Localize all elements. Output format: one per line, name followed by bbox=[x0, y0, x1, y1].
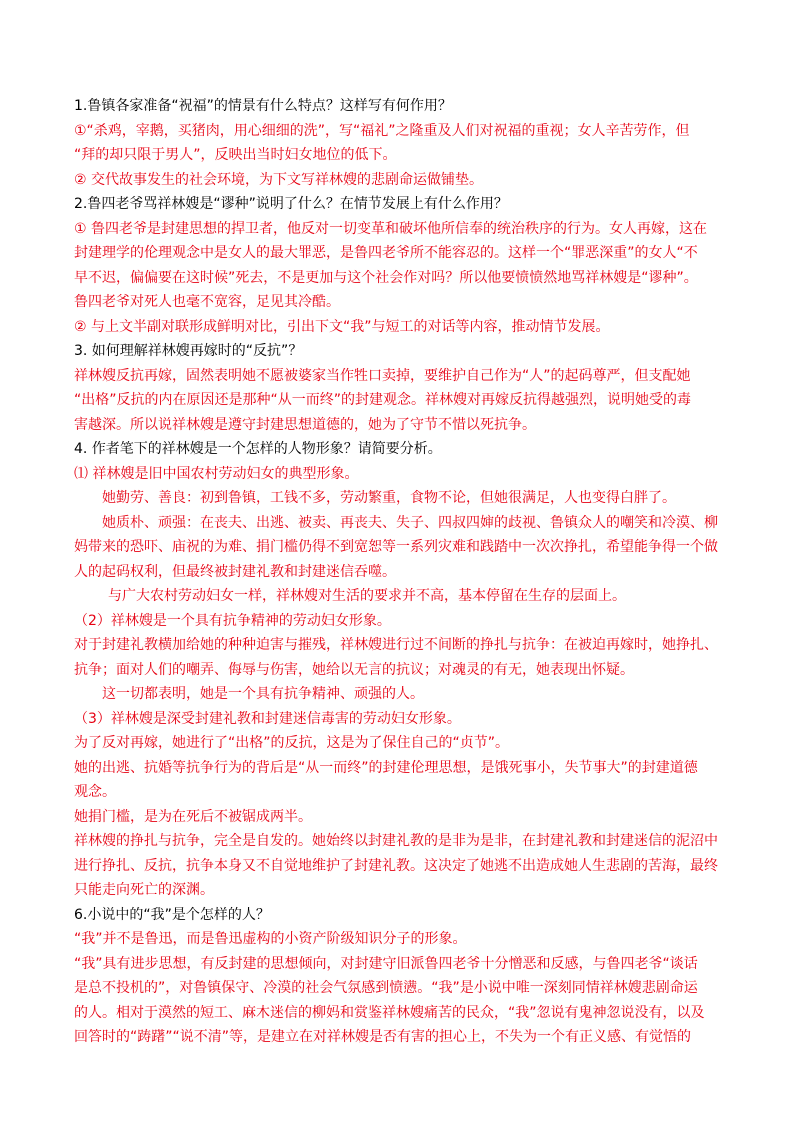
answer-line: 她捐门槛，是为在死后不被锯成两半。 bbox=[74, 808, 312, 825]
question-line: 3. 如何理解祥林嫂再嫁时的“反抗”？ bbox=[74, 343, 303, 359]
answer-line: 只能走向死亡的深渊。 bbox=[74, 882, 214, 898]
answer-line: 她的出逃、抗婚等抗争行为的背后是“从一而终”的封建伦理思想，是饿死事小，失节事大”的封建道德 bbox=[74, 759, 698, 776]
answer-line: 与广大农村劳动妇女一样，祥林嫂对生活的要求并不高，基本停留在生存的层面上。 bbox=[108, 588, 626, 604]
answer-line: （2）祥林嫂是一个具有抗争精神的劳动妇女形象。 bbox=[74, 612, 391, 629]
answer-line: 妈带来的恐吓、庙祝的为难、捐门槛仍得不到宽恕等一系列灾难和践踏中一次次挣扎，希望能争得一个做 bbox=[74, 539, 718, 555]
answer-line: 进行挣扎、反抗，抗争本身又不自觉地维护了封建礼教。这决定了她逃不出造成她人生悲剧的苦海，最终 bbox=[74, 857, 718, 874]
question-line: 2.鲁四老爷骂祥林嫂是“谬种”说明了什么？在情节发展上有什么作用？ bbox=[74, 196, 508, 212]
answer-line: 为了反对再嫁，她进行了“出格”的反抗，这是为了保住自己的“贞节”。 bbox=[74, 735, 510, 751]
answer-line: 的人。相对于漠然的短工、麻木迷信的柳妈和赏鉴祥林嫂痛苦的民众，“我”忽说有鬼神忽说没有，以及 bbox=[74, 1004, 705, 1021]
answer-line: 早不迟，偏偏要在这时候”死去，不是更加与这个社会作对吗？所以他要愤愤然地骂祥林嫂是“谬种”。 bbox=[74, 269, 698, 286]
answer-line: 她质朴、顽强：在丧夫、出逃、被卖、再丧夫、失子、四叔四婶的歧视、鲁镇众人的嘲笑和冷漠、柳 bbox=[102, 514, 718, 531]
answer-line: 是总不投机的”，对鲁镇保守、冷漠的社会气氛感到愤懑。“我”是小说中唯一深刻同情祥林嫂悲剧命运 bbox=[74, 980, 698, 996]
answer-line: 对于封建礼教横加给她的种种迫害与摧残，祥林嫂进行过不间断的挣扎与抗争：在被迫再嫁时，她挣扎、 bbox=[74, 637, 718, 653]
answer-line: 鲁四老爷对死人也毫不宽容，足见其冷酷。 bbox=[74, 294, 340, 310]
answer-line: ① 鲁四老爷是封建思想的捍卫者，他反对一切变革和破坏他所信奉的统治秩序的行为。女人再嫁，这在 bbox=[74, 220, 707, 237]
document-page bbox=[74, 94, 734, 1050]
answer-line: ⑴ 祥林嫂是旧中国农村劳动妇女的典型形象。 bbox=[74, 465, 359, 482]
answer-line: ①“杀鸡，宰鹅，买猪肉，用心细细的洗”，写“福礼”之隆重及人们对祝福的重视；女人辛苦劳作，但 bbox=[74, 122, 690, 139]
answer-line: 害越深。所以说祥林嫂是遵守封建思想道德的，她为了守节不惜以死抗争。 bbox=[74, 416, 536, 433]
answer-line: （3）祥林嫂是深受封建礼教和封建迷信毒害的劳动妇女形象。 bbox=[74, 710, 461, 727]
question-line: 4. 作者笔下的祥林嫂是一个怎样的人物形象？请简要分析。 bbox=[74, 441, 442, 457]
answer-line: “出格”反抗的内在原因还是那种“从一而终”的封建观念。祥林嫂对再嫁反抗得越强烈，说明她受的毒 bbox=[74, 392, 692, 408]
answer-line: 抗争；面对人们的嘲弄、侮辱与伤害，她给以无言的抗议；对魂灵的有无，她表现出怀疑。 bbox=[74, 661, 634, 678]
answer-line: 祥林嫂反抗再嫁，固然表明她不愿被婆家当作牲口卖掉，要维护自己作为“人”的起码尊严，但支配她 bbox=[74, 367, 691, 384]
answer-line: 人的起码权利，但最终被封建礼教和封建迷信吞噬。 bbox=[74, 563, 396, 580]
answer-line: ② 交代故事发生的社会环境，为下文写祥林嫂的悲剧命运做铺垫。 bbox=[74, 171, 483, 188]
question-line: 1.鲁镇各家准备“祝福”的情景有什么特点？这样写有何作用？ bbox=[74, 98, 452, 114]
answer-line: 回答时的“踌躇”“说不清”等，是建立在对祥林嫂是否有害的担心上，不失为一个有正义感、有觉悟的 bbox=[74, 1029, 692, 1045]
answer-line: 封建理学的伦理观念中是女人的最大罪恶，是鲁四老爷所不能容忍的。这样一个“罪恶深重”的女人“不 bbox=[74, 245, 698, 261]
question-line: 6.小说中的“我”是个怎样的人？ bbox=[74, 906, 270, 923]
answer-line: ② 与上文半副对联形成鲜明对比，引出下文“我”与短工的对话等内容，推动情节发展。 bbox=[74, 318, 610, 335]
answer-line: 她勤劳、善良：初到鲁镇，工钱不多，劳动繁重，食物不论，但她很满足，人也变得白胖了。 bbox=[102, 490, 676, 506]
answer-line: 这一切都表明，她是一个具有抗争精神、顽强的人。 bbox=[102, 686, 424, 702]
answer-line: 观念。 bbox=[74, 784, 116, 800]
answer-line: 祥林嫂的挣扎与抗争，完全是自发的。她始终以封建礼教的是非为是非，在封建礼教和封建迷信的泥沼中 bbox=[74, 833, 718, 849]
answer-line: “我”具有进步思想，有反封建的思想倾向，对封建守旧派鲁四老爷十分憎恶和反感，与鲁四老爷“谈话 bbox=[74, 955, 698, 972]
answer-line: “我”并不是鲁迅，而是鲁迅虚构的小资产阶级知识分子的形象。 bbox=[74, 931, 467, 947]
answer-line: “拜的却只限于男人”，反映出当时妇女地位的低下。 bbox=[74, 147, 397, 163]
